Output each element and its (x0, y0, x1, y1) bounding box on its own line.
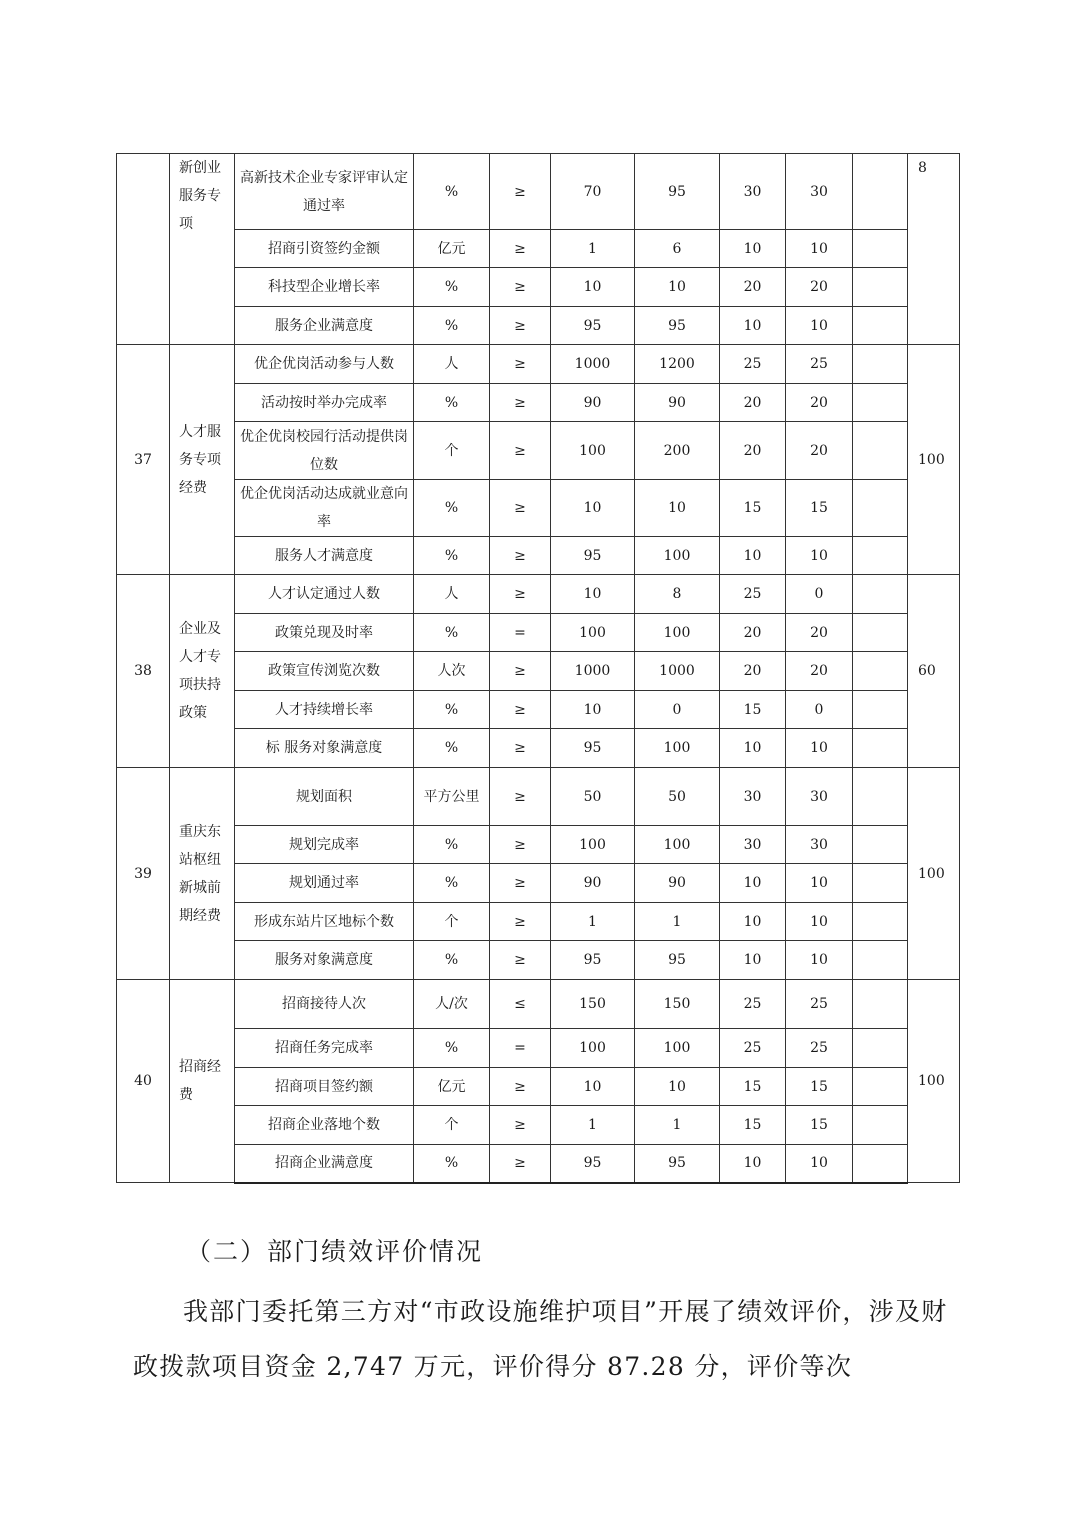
indicator-symbol: ≥ (490, 1145, 551, 1183)
indicator-symbol: ≥ (490, 1106, 551, 1145)
indicator-name: 政策兑现及时率 (235, 614, 414, 652)
weight-value: 10 (720, 903, 786, 941)
table-row (117, 826, 960, 864)
score-value: 30 (786, 154, 853, 230)
indicator-unit: % (414, 384, 490, 422)
remark (853, 614, 908, 652)
actual-value: 0 (635, 691, 720, 729)
table-row (117, 864, 960, 903)
target-value: 90 (551, 384, 635, 422)
item-index: 39 (117, 768, 170, 980)
score-value: 15 (786, 1068, 853, 1106)
target-value: 95 (551, 307, 635, 345)
remark (853, 480, 908, 537)
score-value: 20 (786, 268, 853, 307)
remark (853, 826, 908, 864)
remark (853, 1068, 908, 1106)
score-value: 20 (786, 652, 853, 691)
section-heading: （二）部门绩效评价情况 (186, 1237, 484, 1266)
project-score: 100 (908, 980, 960, 1183)
indicator-symbol: ≥ (490, 903, 551, 941)
indicator-unit: % (414, 537, 490, 575)
score-value: 10 (786, 1145, 853, 1183)
remark (853, 903, 908, 941)
table-row (117, 1068, 960, 1106)
remark (853, 941, 908, 980)
weight-value: 15 (720, 691, 786, 729)
actual-value: 1200 (635, 345, 720, 384)
score-value: 10 (786, 230, 853, 268)
weight-value: 20 (720, 614, 786, 652)
table-body (117, 154, 960, 1183)
score-value: 25 (786, 1029, 853, 1068)
remark (853, 575, 908, 614)
actual-value: 1 (635, 1106, 720, 1145)
indicator-unit: 个 (414, 1106, 490, 1145)
indicator-unit: % (414, 154, 490, 230)
indicator-name: 服务对象满意度 (235, 941, 414, 980)
score-value: 15 (786, 480, 853, 537)
indicator-symbol: ≥ (490, 537, 551, 575)
remark (853, 864, 908, 903)
target-value: 100 (551, 422, 635, 480)
indicator-symbol: ≥ (490, 154, 551, 230)
item-index (117, 154, 170, 345)
indicator-unit: 亿元 (414, 230, 490, 268)
weight-value: 25 (720, 980, 786, 1029)
indicator-unit: % (414, 268, 490, 307)
remark (853, 154, 908, 230)
indicator-unit: % (414, 480, 490, 537)
indicator-unit: % (414, 826, 490, 864)
indicator-unit: % (414, 1145, 490, 1183)
remark (853, 768, 908, 826)
project-name: 企业及人才专项扶持政策 (170, 575, 235, 768)
indicator-symbol: ≥ (490, 864, 551, 903)
table-row (117, 154, 960, 230)
indicator-symbol: ≥ (490, 941, 551, 980)
score-value: 30 (786, 768, 853, 826)
indicator-name: 招商接待人次 (235, 980, 414, 1029)
weight-value: 30 (720, 826, 786, 864)
remark (853, 230, 908, 268)
actual-value: 95 (635, 154, 720, 230)
indicator-name: 活动按时举办完成率 (235, 384, 414, 422)
table-row (117, 480, 960, 537)
weight-value: 10 (720, 864, 786, 903)
actual-value: 100 (635, 614, 720, 652)
table-row (117, 1106, 960, 1145)
indicator-unit: 个 (414, 422, 490, 480)
indicator-name: 服务企业满意度 (235, 307, 414, 345)
weight-value: 25 (720, 345, 786, 384)
indicator-symbol: ≥ (490, 652, 551, 691)
table-row (117, 422, 960, 480)
indicator-name: 招商项目签约额 (235, 1068, 414, 1106)
actual-value: 100 (635, 729, 720, 768)
indicator-symbol: ≥ (490, 307, 551, 345)
target-value: 95 (551, 537, 635, 575)
target-value: 50 (551, 768, 635, 826)
indicator-name: 标 服务对象满意度 (235, 729, 414, 768)
indicator-name: 规划通过率 (235, 864, 414, 903)
indicator-unit: 个 (414, 903, 490, 941)
weight-value: 10 (720, 1145, 786, 1183)
indicator-unit: 人次 (414, 652, 490, 691)
weight-value: 30 (720, 768, 786, 826)
score-value: 15 (786, 1106, 853, 1145)
weight-value: 25 (720, 1029, 786, 1068)
indicator-unit: 人/次 (414, 980, 490, 1029)
indicator-unit: % (414, 864, 490, 903)
actual-value: 1000 (635, 652, 720, 691)
indicator-name: 科技型企业增长率 (235, 268, 414, 307)
indicator-name: 招商企业满意度 (235, 1145, 414, 1183)
indicator-symbol: ≥ (490, 768, 551, 826)
table-row (117, 307, 960, 345)
weight-value: 15 (720, 480, 786, 537)
indicator-name: 优企优岗活动达成就业意向率 (235, 480, 414, 537)
indicator-name: 人才认定通过人数 (235, 575, 414, 614)
actual-value: 100 (635, 826, 720, 864)
actual-value: 90 (635, 864, 720, 903)
score-value: 25 (786, 980, 853, 1029)
score-value: 10 (786, 729, 853, 768)
indicator-unit: % (414, 729, 490, 768)
table-row (117, 345, 960, 384)
indicator-name: 招商任务完成率 (235, 1029, 414, 1068)
remark (853, 1029, 908, 1068)
project-score: 100 (908, 345, 960, 575)
indicator-unit: 人 (414, 575, 490, 614)
weight-value: 10 (720, 537, 786, 575)
indicator-name: 规划面积 (235, 768, 414, 826)
indicator-name: 招商企业落地个数 (235, 1106, 414, 1145)
remark (853, 307, 908, 345)
indicator-symbol: ≥ (490, 480, 551, 537)
table-row (117, 575, 960, 614)
weight-value: 20 (720, 652, 786, 691)
score-value: 10 (786, 864, 853, 903)
remark (853, 1106, 908, 1145)
remark (853, 384, 908, 422)
remark (853, 537, 908, 575)
target-value: 10 (551, 691, 635, 729)
table-row (117, 729, 960, 768)
table-row (117, 903, 960, 941)
weight-value: 30 (720, 154, 786, 230)
remark (853, 980, 908, 1029)
target-value: 70 (551, 154, 635, 230)
score-value: 0 (786, 691, 853, 729)
score-value: 10 (786, 537, 853, 575)
indicator-name: 优企优岗活动参与人数 (235, 345, 414, 384)
item-index: 40 (117, 980, 170, 1183)
table-row (117, 941, 960, 980)
actual-value: 95 (635, 941, 720, 980)
indicator-symbol: ≥ (490, 1068, 551, 1106)
actual-value: 1 (635, 903, 720, 941)
actual-value: 10 (635, 268, 720, 307)
table-row (117, 614, 960, 652)
target-value: 10 (551, 575, 635, 614)
table-row (117, 980, 960, 1029)
project-name: 招商经费 (170, 980, 235, 1183)
score-value: 20 (786, 614, 853, 652)
project-name: 人才服务专项经费 (170, 345, 235, 575)
table-row (117, 268, 960, 307)
actual-value: 150 (635, 980, 720, 1029)
actual-value: 10 (635, 480, 720, 537)
table-row (117, 537, 960, 575)
body-paragraph: 我部门委托第三方对“市政设施维护项目”开展了绩效评价，涉及财政拨款项目资金 2,747 万元，评价得分 87.28 分，评价等次 (133, 1297, 948, 1381)
actual-value: 100 (635, 1029, 720, 1068)
weight-value: 20 (720, 268, 786, 307)
indicator-symbol: ≥ (490, 345, 551, 384)
project-name: 新创业服务专项 (170, 154, 235, 345)
remark (853, 652, 908, 691)
indicator-name: 招商引资签约金额 (235, 230, 414, 268)
indicator-name: 规划完成率 (235, 826, 414, 864)
weight-value: 10 (720, 230, 786, 268)
weight-value: 20 (720, 384, 786, 422)
score-value: 20 (786, 384, 853, 422)
indicator-symbol: ≥ (490, 422, 551, 480)
project-score: 60 (908, 575, 960, 768)
target-value: 95 (551, 941, 635, 980)
target-value: 90 (551, 864, 635, 903)
score-value: 20 (786, 422, 853, 480)
score-value: 10 (786, 941, 853, 980)
indicator-unit: % (414, 307, 490, 345)
indicator-name: 服务人才满意度 (235, 537, 414, 575)
indicator-symbol: ≤ (490, 980, 551, 1029)
indicator-unit: 平方公里 (414, 768, 490, 826)
remark (853, 1145, 908, 1183)
indicator-symbol: ≥ (490, 729, 551, 768)
item-index: 38 (117, 575, 170, 768)
score-value: 25 (786, 345, 853, 384)
score-value: 10 (786, 903, 853, 941)
actual-value: 100 (635, 537, 720, 575)
target-value: 100 (551, 614, 635, 652)
indicator-name: 优企优岗校园行活动提供岗位数 (235, 422, 414, 480)
score-value: 0 (786, 575, 853, 614)
indicator-symbol: ≥ (490, 230, 551, 268)
project-name: 重庆东站枢纽新城前期经费 (170, 768, 235, 980)
table-row (117, 1145, 960, 1183)
remark (853, 422, 908, 480)
indicator-name: 人才持续增长率 (235, 691, 414, 729)
indicator-symbol: ≥ (490, 826, 551, 864)
indicator-name: 形成东站片区地标个数 (235, 903, 414, 941)
indicator-name: 高新技术企业专家评审认定通过率 (235, 154, 414, 230)
indicator-symbol: ≥ (490, 384, 551, 422)
actual-value: 50 (635, 768, 720, 826)
indicator-symbol: ≥ (490, 575, 551, 614)
table-row (117, 230, 960, 268)
actual-value: 95 (635, 307, 720, 345)
weight-value: 25 (720, 575, 786, 614)
remark (853, 729, 908, 768)
target-value: 1 (551, 230, 635, 268)
weight-value: 15 (720, 1106, 786, 1145)
table-row (117, 652, 960, 691)
item-index: 37 (117, 345, 170, 575)
actual-value: 8 (635, 575, 720, 614)
score-value: 30 (786, 826, 853, 864)
indicator-unit: % (414, 691, 490, 729)
indicator-unit: % (414, 941, 490, 980)
project-score: 100 (908, 768, 960, 980)
score-value: 10 (786, 307, 853, 345)
target-value: 10 (551, 268, 635, 307)
table-row (117, 768, 960, 826)
weight-value: 15 (720, 1068, 786, 1106)
target-value: 150 (551, 980, 635, 1029)
actual-value: 200 (635, 422, 720, 480)
actual-value: 6 (635, 230, 720, 268)
target-value: 95 (551, 1145, 635, 1183)
indicator-name: 政策宣传浏览次数 (235, 652, 414, 691)
indicator-unit: % (414, 614, 490, 652)
performance-table (116, 153, 960, 1184)
indicator-unit: 人 (414, 345, 490, 384)
weight-value: 10 (720, 307, 786, 345)
actual-value: 90 (635, 384, 720, 422)
target-value: 100 (551, 826, 635, 864)
indicator-unit: % (414, 1029, 490, 1068)
remark (853, 268, 908, 307)
table-row (117, 691, 960, 729)
target-value: 10 (551, 480, 635, 537)
target-value: 1000 (551, 652, 635, 691)
indicator-symbol: ≥ (490, 268, 551, 307)
weight-value: 20 (720, 422, 786, 480)
weight-value: 10 (720, 941, 786, 980)
indicator-unit: 亿元 (414, 1068, 490, 1106)
weight-value: 10 (720, 729, 786, 768)
target-value: 10 (551, 1068, 635, 1106)
table-row (117, 384, 960, 422)
indicator-symbol: ≥ (490, 691, 551, 729)
target-value: 100 (551, 1029, 635, 1068)
project-score: 8 (908, 154, 960, 345)
actual-value: 95 (635, 1145, 720, 1183)
actual-value: 10 (635, 1068, 720, 1106)
indicator-symbol: = (490, 614, 551, 652)
target-value: 1 (551, 1106, 635, 1145)
indicator-symbol: = (490, 1029, 551, 1068)
target-value: 1000 (551, 345, 635, 384)
target-value: 95 (551, 729, 635, 768)
table-row (117, 1029, 960, 1068)
target-value: 1 (551, 903, 635, 941)
remark (853, 345, 908, 384)
remark (853, 691, 908, 729)
